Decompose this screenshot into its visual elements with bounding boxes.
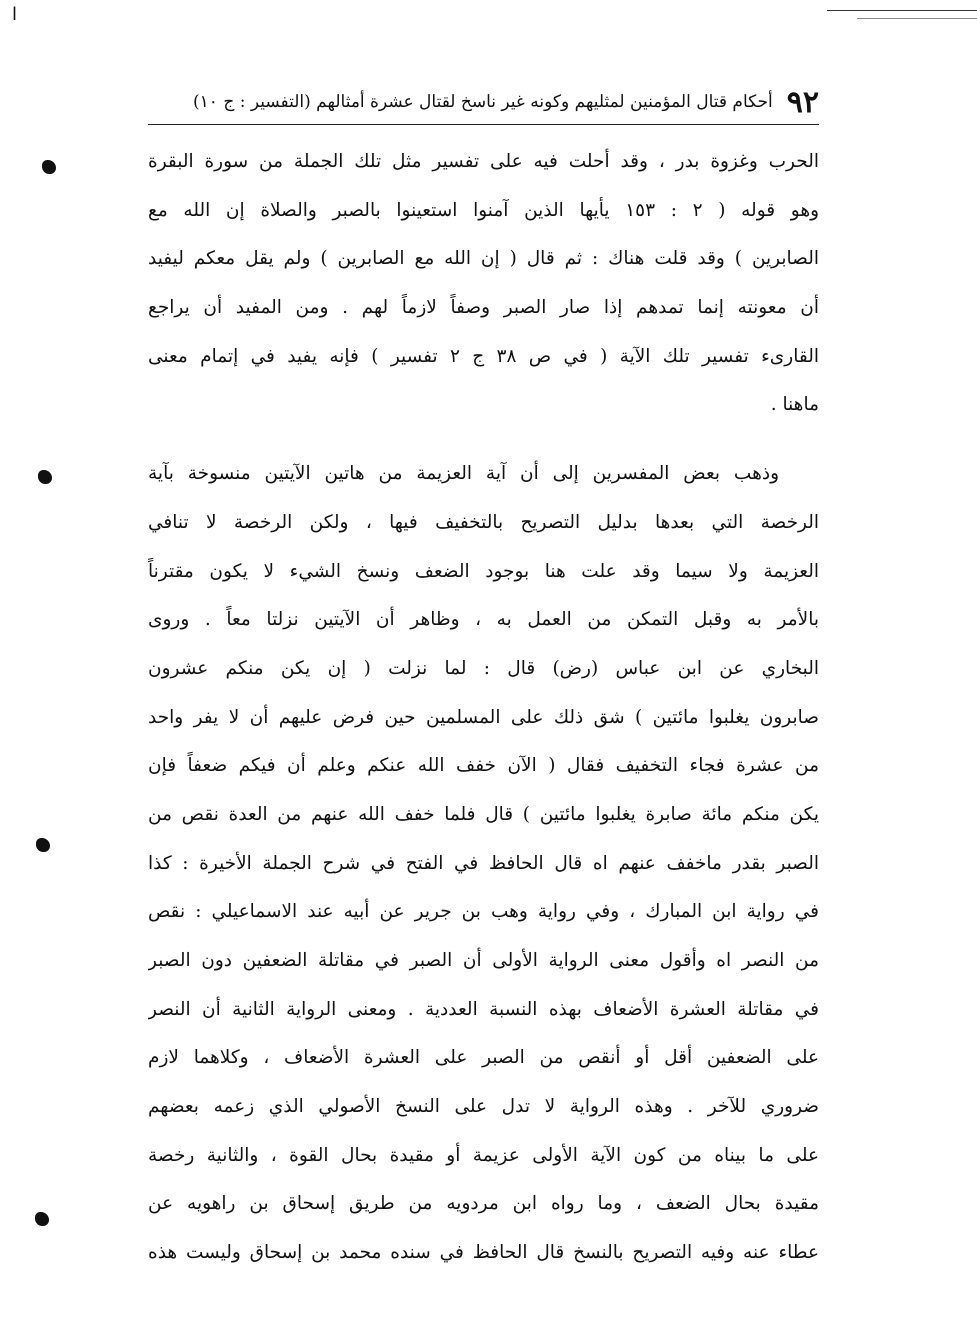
running-header xyxy=(148,80,819,125)
text-line: ماهنا . xyxy=(770,394,819,416)
punch-hole-mark xyxy=(42,160,56,174)
page-number: ٩٢ xyxy=(786,84,819,120)
body-text xyxy=(148,138,819,1278)
text-line: الحرب وغزوة بدر ، وقد أحلت فيه على تفسير مثل تلك الجملة من سورة البقرة xyxy=(148,151,819,172)
punch-hole-mark xyxy=(38,470,52,484)
text-line: القارىء تفسير تلك الآية ( في ص ٣٨ ج ٢ تفسير ) فإنه يفيد في إتمام معنى xyxy=(148,345,819,367)
text-line: وذهب بعض المفسرين إلى أن آية العزيمة من هاتين الآيتين منسوخة بآية xyxy=(148,463,779,485)
text-line: على ما بيناه من كون الآية الأولى عزيمة أو مقيدة بحال القوة ، والثانية رخصة xyxy=(148,1144,819,1166)
paragraph xyxy=(148,450,819,1278)
text-line: على الضعفين أقل أو أنقص من الصبر على العشرة الأضعاف ، وكلاهما لازم xyxy=(148,1047,819,1069)
paragraph xyxy=(148,138,819,430)
text-line: البخاري عن ابن عباس (رض) قال : لما نزلت ( إن يكن منكم عشرون xyxy=(148,657,819,679)
text-line: عطاء عنه وفيه التصريح بالنسخ قال الحافظ في سنده محمد بن إسحاق وليست هذه xyxy=(148,1242,819,1264)
text-line: العزيمة ولا سيما وقد علت هنا بوجود الضعف ونسخ الشيء لا يكون مقترناً xyxy=(148,560,819,582)
text-line: في رواية ابن المبارك ، وفي رواية وهب بن جرير عن أبيه عند الاسماعيلي : نقص xyxy=(148,901,819,923)
text-line: الصابرين ) وقد قلت هناك : ثم قال ( إن الله مع الصابرين ) ولم يقل معكم ليفيد xyxy=(148,248,819,270)
text-line: مقيدة بحال الضعف ، وما رواه ابن مردويه من طريق إسحاق بن راهويه عن xyxy=(148,1193,819,1215)
text-line: الصبر بقدر ماخفف عنهم اه قال الحافظ في الفتح في شرح الجملة الأخيرة : كذا xyxy=(148,852,819,874)
text-line: ضروري للآخر . وهذه الرواية لا تدل على النسخ الأصولي الذي زعمه بعضهم xyxy=(148,1096,819,1118)
page-corner-mark: ا xyxy=(12,4,18,25)
punch-hole-mark xyxy=(35,1212,49,1226)
text-line: من عشرة فجاء التخفيف فقال ( الآن خفف الله عنكم وعلم أن فيكم ضعفاً فإن xyxy=(148,755,819,777)
running-title: أحكام قتال المؤمنين لمثليهم وكونه غير ناسخ لقتال عشرة أمثالهم (التفسير : ج ١٠) xyxy=(193,92,773,112)
text-line: يكن منكم مائة صابرة يغلبوا مائتين ) قال فلما خفف الله عنهم من العدة نقص من xyxy=(148,803,819,825)
text-line: بالأمر به وقبل التمكن من العمل به ، وظاهر أن الآيتين نزلتا معاً . وروى xyxy=(148,609,819,631)
text-line: الرخصة التي بعدها بدليل التصريح بالتخفيف فيها ، ولكن الرخصة لا تنافي xyxy=(148,511,819,533)
punch-hole-mark xyxy=(36,838,50,852)
scan-edge-line xyxy=(827,10,977,11)
text-line: في مقاتلة العشرة الأضعاف بهذه النسبة العددية . ومعنى الرواية الثانية أن النصر xyxy=(148,998,819,1020)
text-line: أن معونته إنما تمدهم إذا صار الصبر وصفاً لازماً لهم . ومن المفيد أن يراجع xyxy=(148,297,819,319)
scan-edge-line xyxy=(857,18,977,19)
text-line: صابرون يغلبوا مائتين ) شق ذلك على المسلمين حين فرض عليهم أن لا يفر واحد xyxy=(148,706,819,728)
text-line: وهو قوله ( ٢ : ١٥٣ يأيها الذين آمنوا استعينوا بالصبر والصلاة إن الله مع xyxy=(148,199,819,221)
text-line: من النصر اه وأقول معنى الرواية الأولى أن الصبر في مقاتلة الضعفين دون الصبر xyxy=(148,950,819,971)
